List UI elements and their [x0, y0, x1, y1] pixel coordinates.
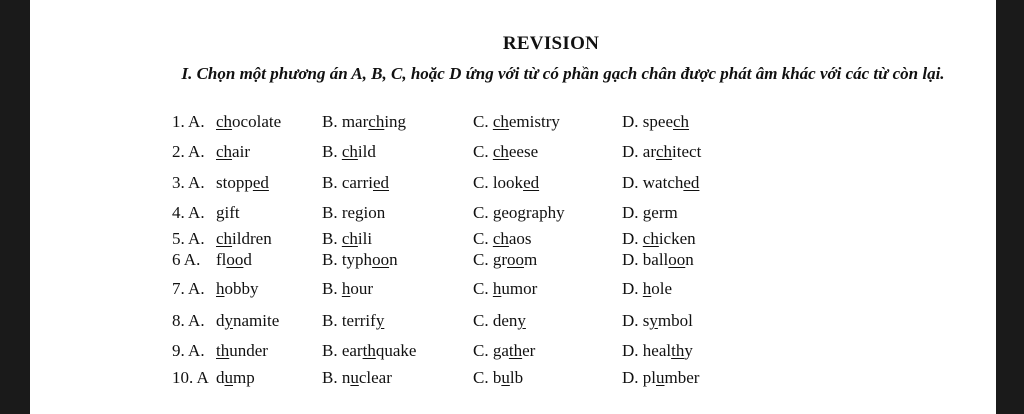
underlined-part: g	[216, 203, 225, 222]
question-number: 8. A.	[172, 311, 205, 330]
underlined-part: h	[492, 279, 502, 298]
option-d: D. healthy	[622, 341, 693, 360]
option-d: D. hole	[622, 279, 673, 298]
underlined-part: u	[350, 368, 359, 387]
question-number: 6 A.	[172, 250, 201, 269]
underlined-part: ch	[492, 229, 509, 248]
underlined-part: ch	[492, 112, 509, 131]
question-number: 2. A.	[172, 142, 205, 161]
option-d: D. germ	[622, 203, 678, 222]
option-a: children	[216, 229, 272, 248]
option-c: C. chaos	[473, 229, 532, 248]
question-number: 4. A.	[172, 203, 205, 222]
question-number: 9. A.	[172, 341, 205, 360]
option-c: C. deny	[473, 311, 526, 330]
option-d: D. symbol	[622, 311, 693, 330]
option-d: D. balloon	[622, 250, 694, 269]
option-d: D. chicken	[622, 229, 696, 248]
underlined-part: ed	[372, 173, 390, 192]
underlined-part: g	[355, 203, 364, 222]
underlined-part: ch	[368, 112, 385, 131]
option-a: gift	[216, 203, 240, 222]
underlined-part: h	[341, 279, 351, 298]
option-a: stopped	[216, 173, 269, 192]
underlined-part: ch	[216, 112, 233, 131]
underlined-part: ch	[341, 142, 358, 161]
underlined-part: th	[671, 341, 685, 360]
question-number: 5. A.	[172, 229, 205, 248]
document-page	[30, 0, 996, 414]
option-a: thunder	[216, 341, 268, 360]
option-a: dump	[216, 368, 255, 387]
underlined-part: ed	[252, 173, 269, 192]
underlined-part: ch	[216, 142, 233, 161]
underlined-part: g	[517, 203, 526, 222]
option-b: B. child	[322, 142, 376, 161]
underlined-part: ed	[683, 173, 700, 192]
underlined-part: ch	[492, 142, 509, 161]
underlined-part: oo	[507, 250, 524, 269]
underlined-part: g	[642, 203, 652, 222]
underlined-part: y	[224, 311, 233, 330]
option-b: B. earthquake	[322, 341, 417, 360]
underlined-part: oo	[226, 250, 244, 269]
option-c: C. cheese	[473, 142, 539, 161]
option-a: dynamite	[216, 311, 280, 330]
underlined-part: u	[656, 368, 665, 387]
option-d: D. architect	[622, 142, 702, 161]
underlined-part: ch	[341, 229, 358, 248]
option-b: B. nuclear	[322, 368, 392, 387]
underlined-part: y	[517, 311, 526, 330]
underlined-part: oo	[372, 250, 390, 269]
option-a: chair	[216, 142, 250, 161]
option-b: B. carried	[322, 173, 390, 192]
underlined-part: ed	[523, 173, 540, 192]
question-number: 1. A.	[172, 112, 205, 131]
underlined-part: y	[649, 311, 658, 330]
option-a: flood	[216, 250, 252, 269]
question-number: 7. A.	[172, 279, 205, 298]
option-a: chocolate	[216, 112, 282, 131]
underlined-part: oo	[668, 250, 686, 269]
underlined-part: y	[375, 311, 385, 330]
underlined-part: th	[362, 341, 376, 360]
underlined-part: ch	[216, 229, 233, 248]
underlined-part: h	[216, 279, 225, 298]
page-title: REVISION	[502, 33, 600, 54]
option-c: C. bulb	[473, 368, 524, 387]
option-d: D. watched	[622, 173, 700, 192]
option-b: B. marching	[322, 112, 407, 131]
instruction-text: I. Chọn một phương án A, B, C, hoặc D ứng với từ có phần gạch chân được phát âm khác với các từ còn lại.	[181, 64, 945, 83]
option-b: B. chili	[322, 229, 373, 248]
underlined-part: h	[642, 279, 652, 298]
underlined-part: ch	[642, 229, 659, 248]
underlined-part: th	[508, 341, 523, 360]
option-b: B. typhoon	[322, 250, 398, 269]
underlined-part: u	[501, 368, 510, 387]
underlined-part: th	[216, 341, 230, 360]
option-c: C. chemistry	[473, 112, 560, 131]
option-c: C. humor	[473, 279, 538, 298]
option-d: D. plumber	[622, 368, 700, 387]
underlined-part: u	[224, 368, 233, 387]
option-c: C. gather	[473, 341, 536, 360]
option-b: B. region	[322, 203, 386, 222]
question-number: 3. A.	[172, 173, 205, 192]
underlined-part: ch	[672, 112, 690, 131]
option-c: C. looked	[473, 173, 540, 192]
option-c: C. geography	[473, 203, 565, 222]
option-b: B. terrify	[322, 311, 385, 330]
option-a: hobby	[216, 279, 259, 298]
option-c: C. groom	[473, 250, 538, 269]
option-d: D. speech	[622, 112, 690, 131]
underlined-part: ch	[655, 142, 673, 161]
question-number: 10. A	[172, 368, 209, 387]
option-b: B. hour	[322, 279, 374, 298]
